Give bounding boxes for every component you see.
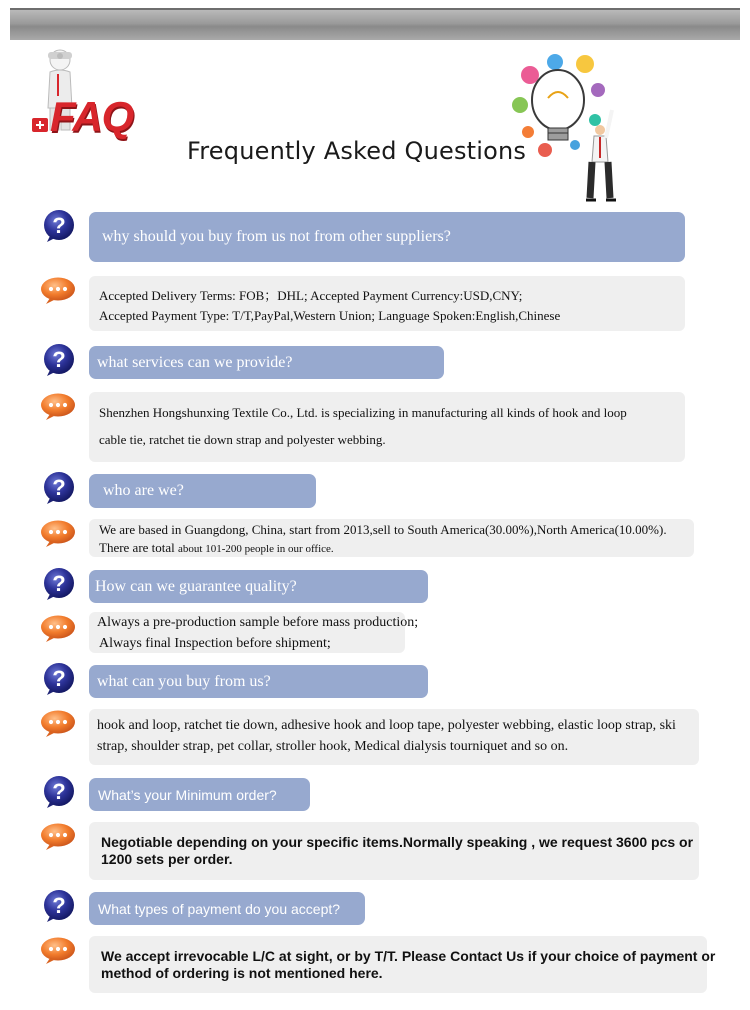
question-bubble-icon <box>42 343 76 377</box>
speech-bubble-icon <box>40 709 76 737</box>
answer-line: Accepted Payment Type: T/T,PayPal,Western Union; Language Spoken:English,Chinese <box>99 308 561 323</box>
question-bubble-icon <box>42 889 76 923</box>
faq-question-7: What types of payment do you accept? <box>89 892 365 925</box>
answer-fragment: about 101-200 people in our office. <box>178 543 334 555</box>
answer-line: Negotiable depending on your specific items.Normally speaking , we request 3600 pcs or <box>101 834 694 850</box>
faq-answer-3 <box>89 519 694 557</box>
answer-line: We accept irrevocable L/C at sight, or by T/T. Please Contact Us if your choice of payment or <box>101 948 716 964</box>
question-bubble-icon <box>42 567 76 601</box>
answer-line: method of ordering is not mentioned here. <box>101 965 383 981</box>
speech-bubble-icon <box>40 276 76 304</box>
speech-bubble-icon <box>40 822 76 850</box>
answer-line: Accepted Delivery Terms: FOB；DHL; Accepted Payment Currency:USD,CNY; <box>99 288 523 303</box>
faq-question-4: How can we guarantee quality? <box>89 570 428 603</box>
header-banner <box>10 8 740 40</box>
faq-question-1: why should you buy from us not from other suppliers? <box>89 212 685 262</box>
answer-line: 1200 sets per order. <box>101 851 233 867</box>
answer-line: Always final Inspection before shipment; <box>99 636 331 651</box>
question-bubble-icon <box>42 662 76 696</box>
speech-bubble-icon <box>40 614 76 642</box>
faq-question-6: What’s your Minimum order? <box>89 778 310 811</box>
answer-line: strap, shoulder strap, pet collar, stroller hook, Medical dialysis tourniquet and so on. <box>97 739 569 754</box>
faq-question-5: what can you buy from us? <box>89 665 428 698</box>
answer-fragment: There are total <box>99 540 175 555</box>
answer-line: Always a pre-production sample before mass production; <box>97 615 419 630</box>
faq-answer-1 <box>89 276 685 331</box>
question-bubble-icon <box>42 471 76 505</box>
faq-answer-4 <box>89 612 419 653</box>
faq-question-3: who are we? <box>89 474 316 508</box>
faq-answer-5 <box>89 709 699 765</box>
faq-question-2: what services can we provide? <box>89 346 444 379</box>
answer-line: hook and loop, ratchet tie down, adhesive hook and loop tape, polyester webbing, elastic loop strap, ski <box>97 718 676 733</box>
speech-bubble-icon <box>40 936 76 964</box>
question-bubble-icon <box>42 209 76 243</box>
faq-logo <box>30 45 160 145</box>
faq-answer-6 <box>89 822 699 880</box>
answer-line: Shenzhen Hongshunxing Textile Co., Ltd. is specializing in manufacturing all kinds of hook and loop <box>99 405 627 420</box>
speech-bubble-icon <box>40 519 76 547</box>
faq-logo-text: FAQ <box>50 93 134 140</box>
page-title: Frequently Asked Questions <box>187 137 527 165</box>
speech-bubble-icon <box>40 392 76 420</box>
answer-line: cable tie, ratchet tie down strap and polyester webbing. <box>99 432 386 447</box>
faq-answer-2 <box>89 392 685 462</box>
answer-line: We are based in Guangdong, China, start from 2013,sell to South America(30.00%),North America(10.00%). <box>99 522 667 537</box>
answer-line <box>99 540 334 556</box>
question-bubble-icon <box>42 775 76 809</box>
lightbulb-businessman-icon <box>500 50 640 205</box>
faq-answer-7 <box>89 936 716 993</box>
